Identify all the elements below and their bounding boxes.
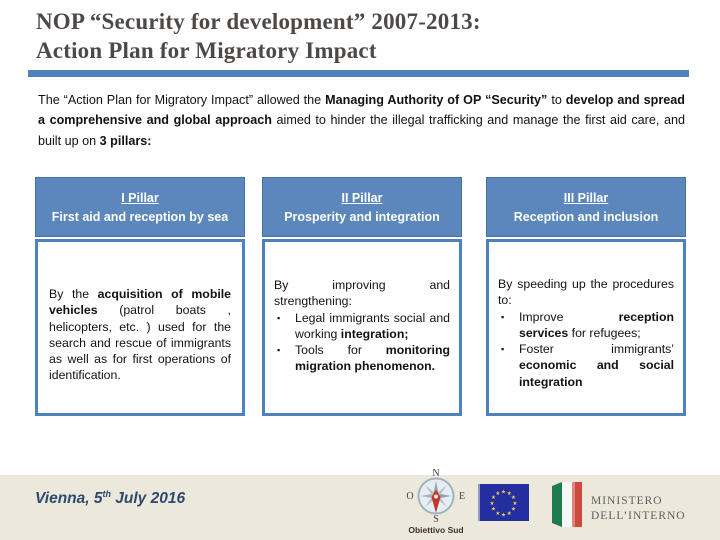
date-prefix: Vienna, 5 xyxy=(35,490,103,508)
ministry-label-line2: DELL’INTERNO xyxy=(591,509,686,522)
obiettivo-sud-label: Obiettivo Sud xyxy=(408,525,464,535)
svg-text:★: ★ xyxy=(506,511,512,517)
date-ordinal: th xyxy=(102,489,111,499)
page-title-line1: NOP “Security for development” 2007-2013: xyxy=(36,9,481,34)
pillar-3-body xyxy=(486,239,686,416)
bullet-text: Improve reception services for refugees; xyxy=(519,309,674,340)
compass-south-label: S xyxy=(433,514,439,525)
pillars-row xyxy=(35,177,720,416)
pillar-1-body-text: By the acquisition of mobile vehicles (patrol boats , helicopters, etc. ) used for the search and rescue of immigrants as well as for first operations of identification. xyxy=(49,287,231,383)
intro-paragraph: The “Action Plan for Migratory Impact” allowed the Managing Authority of OP “Security” to develop and spread a comprehensive and global approach aimed to hinder the illegal trafficking and manage the first aid care, and built up on 3 pillars: xyxy=(38,93,685,148)
pillar-1-subtitle: First aid and reception by sea xyxy=(51,209,229,224)
italy-white-stripe xyxy=(562,482,572,527)
pillar-3-subtitle: Reception and inclusion xyxy=(513,209,659,224)
bullet-text: Foster immigrants’ economic and social integration xyxy=(519,342,674,389)
eu-flag-edge-highlight xyxy=(478,484,480,521)
list-item xyxy=(274,342,450,374)
compass-west-label: O xyxy=(406,491,414,502)
svg-text:★: ★ xyxy=(495,491,501,497)
eu-flag-logo xyxy=(478,484,529,521)
pillar-3 xyxy=(486,177,686,416)
ministry-label xyxy=(591,494,686,524)
svg-text:★: ★ xyxy=(512,501,518,507)
svg-text:★: ★ xyxy=(491,506,496,513)
italian-flag-icon xyxy=(551,482,583,527)
pillar-3-title: III Pillar xyxy=(563,190,609,205)
square-bullet-icon: ▪ xyxy=(277,345,281,356)
pillar-2-subtitle: Prosperity and integration xyxy=(284,209,440,224)
square-bullet-icon: ▪ xyxy=(501,344,505,355)
svg-text:★: ★ xyxy=(501,489,506,496)
svg-text:★: ★ xyxy=(506,491,512,497)
list-item xyxy=(498,341,674,390)
svg-text:★: ★ xyxy=(511,506,516,513)
title-underline-rule xyxy=(28,70,689,77)
pillar-1-header xyxy=(35,177,245,237)
svg-text:★: ★ xyxy=(501,512,506,519)
date-suffix: July 2016 xyxy=(110,490,186,508)
list-item xyxy=(498,309,674,341)
pillar-2-header xyxy=(262,177,462,237)
svg-text:★: ★ xyxy=(495,511,501,517)
page-title xyxy=(36,8,702,65)
bullet-text: Legal immigrants social and working integration; xyxy=(295,310,450,341)
pillar-2-title: II Pillar xyxy=(341,190,383,205)
date-text xyxy=(35,489,185,508)
page-title-line2: Action Plan for Migratory Impact xyxy=(36,37,377,63)
pillar-1-body xyxy=(35,239,245,416)
svg-text:★: ★ xyxy=(491,495,496,502)
square-bullet-icon: ▪ xyxy=(501,311,505,322)
pillar-3-header xyxy=(486,177,686,237)
ministry-label-line1: MINISTERO xyxy=(591,495,663,507)
bullet-text: Tools for monitoring migration phenomenon. xyxy=(295,343,450,374)
square-bullet-icon: ▪ xyxy=(277,312,281,323)
pillar-3-body-intro: By speeding up the procedures to: xyxy=(498,277,674,308)
italy-green-stripe xyxy=(552,482,562,527)
compass-east-label: E xyxy=(458,491,466,502)
italy-red-highlight xyxy=(572,482,575,527)
obiettivo-sud-compass-logo xyxy=(404,467,468,535)
svg-text:★: ★ xyxy=(489,501,495,507)
compass-north-label: N xyxy=(432,468,440,479)
pillar-2 xyxy=(262,177,462,416)
list-item xyxy=(274,310,450,342)
pillar-1 xyxy=(35,177,245,416)
pillar-1-title: I Pillar xyxy=(121,190,159,205)
svg-text:★: ★ xyxy=(511,495,516,502)
pillar-2-body-intro: By improving and strengthening: xyxy=(274,278,450,309)
pillar-2-body xyxy=(262,239,462,416)
